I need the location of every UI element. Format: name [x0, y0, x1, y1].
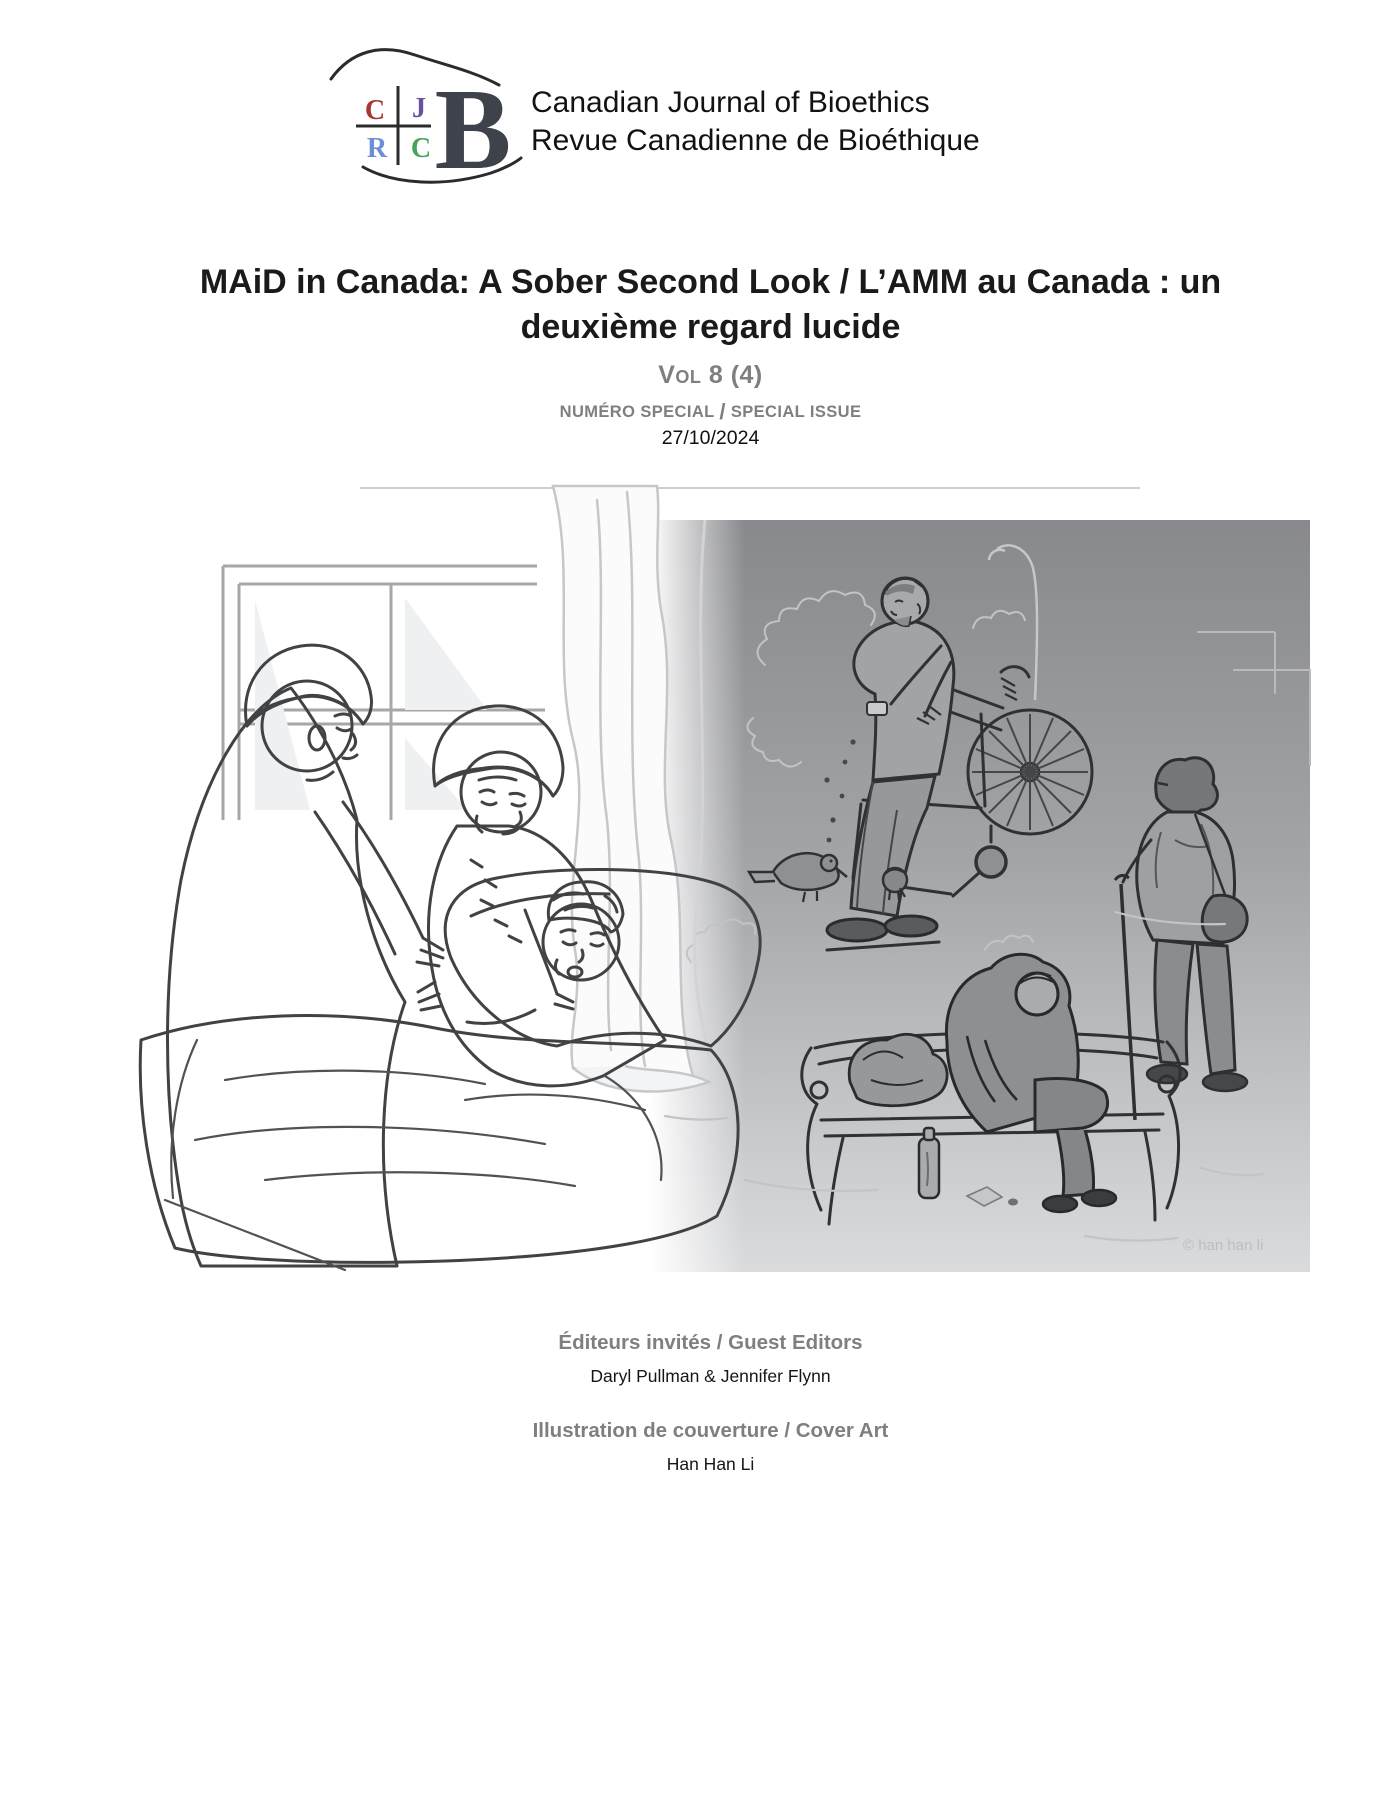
logo-letter-c1: C [364, 95, 386, 126]
pebble [1008, 1199, 1018, 1206]
special-issue-slash: / [719, 399, 726, 424]
street-scene-panel [650, 520, 1310, 1272]
special-issue-en: SPECIAL ISSUE [730, 403, 862, 421]
logo-letter-b: B [434, 66, 512, 185]
issue-title-line2: deuxième regard lucide [520, 308, 901, 346]
issue-title-line1: MAiD in Canada: A Sober Second Look / L’AMM au Canada : un [199, 263, 1222, 301]
issue-special [15, 399, 1391, 425]
logo-letter-r: R [366, 133, 388, 164]
guest-editors-names: Daryl Pullman & Jennifer Flynn [590, 1366, 831, 1386]
bottle [919, 1128, 939, 1198]
cover-art-heading: Illustration de couverture / Cover Art [532, 1419, 889, 1442]
cjb-logo [323, 33, 535, 185]
journal-name-fr: Revue Canadienne de Bioéthique [531, 124, 980, 157]
issue-title [15, 260, 1391, 350]
issue-date: 27/10/2024 [661, 427, 760, 449]
window [223, 566, 545, 820]
journal-name [531, 84, 980, 160]
special-issue-fr: NUMÉRO SPECIAL [559, 403, 715, 421]
cover-illustration [105, 480, 1315, 1275]
guest-editors-heading: Éditeurs invités / Guest Editors [558, 1331, 863, 1354]
logo-letter-j: J [412, 93, 426, 124]
cover-art-name: Han Han Li [666, 1454, 755, 1474]
logo-letter-c2: C [410, 133, 432, 164]
issue-volume: Vol 8 (4) [658, 361, 763, 389]
artist-watermark: © han han li [1183, 1237, 1264, 1254]
journal-name-en: Canadian Journal of Bioethics [531, 86, 930, 119]
